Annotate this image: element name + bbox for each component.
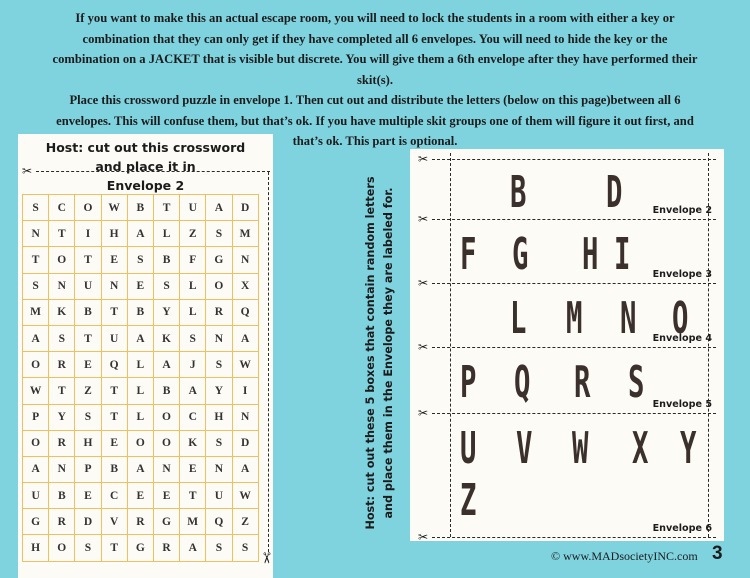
envelope-letter: X xyxy=(632,423,649,474)
crossword-cell: F xyxy=(180,247,206,273)
envelope-letter: M xyxy=(566,293,583,344)
crossword-cell: N xyxy=(206,457,232,483)
scissors-icon: ✂ xyxy=(418,152,429,166)
crossword-cell: E xyxy=(180,457,206,483)
intro-line: skit(s). xyxy=(356,72,394,87)
crossword-cell: T xyxy=(102,535,128,561)
crossword-cell: S xyxy=(154,274,180,300)
crossword-cell: L xyxy=(180,274,206,300)
crossword-cell: S xyxy=(75,405,101,431)
dashed-line xyxy=(432,347,716,348)
crossword-cell: T xyxy=(75,247,101,273)
dashed-line xyxy=(36,171,270,172)
crossword-cell: N xyxy=(23,221,49,247)
crossword-cell: W xyxy=(102,195,128,221)
dashed-line xyxy=(432,159,716,160)
crossword-cell: N xyxy=(49,274,75,300)
crossword-cell: Z xyxy=(75,378,101,404)
crossword-cell: T xyxy=(154,195,180,221)
crossword-cell: W xyxy=(233,483,259,509)
crossword-cell: B xyxy=(128,195,154,221)
crossword-cell: R xyxy=(154,535,180,561)
crossword-cell: O xyxy=(128,431,154,457)
crossword-cell: V xyxy=(102,509,128,535)
crossword-cell: O xyxy=(49,535,75,561)
crossword-cell: K xyxy=(49,300,75,326)
crossword-cell: I xyxy=(75,221,101,247)
crossword-cell: O xyxy=(206,274,232,300)
intro-line: that’s ok. This part is optional. xyxy=(292,134,458,148)
crossword-cell: D xyxy=(75,509,101,535)
crossword-cell: N xyxy=(154,457,180,483)
crossword-cell: N xyxy=(233,247,259,273)
crossword-cell: Y xyxy=(154,300,180,326)
crossword-cell: H xyxy=(102,221,128,247)
envelope-label: Envelope 6 xyxy=(652,523,712,534)
crossword-grid xyxy=(22,194,259,562)
dashed-line xyxy=(432,219,716,220)
crossword-cell: R xyxy=(49,509,75,535)
intro-line: envelopes. This will confuse them, but that’s ok. If you have multiple skit groups one of them will figure it out first, and xyxy=(56,113,694,128)
envelope-letter: G xyxy=(512,229,529,280)
envelope-letter: Q xyxy=(514,357,531,408)
crossword-cell: T xyxy=(180,483,206,509)
crossword-cell: R xyxy=(206,300,232,326)
crossword-cell: R xyxy=(49,431,75,457)
crossword-cell: Y xyxy=(49,405,75,431)
scissors-icon: ✂ xyxy=(418,212,429,226)
crossword-cell: M xyxy=(180,509,206,535)
crossword-cell: B xyxy=(49,483,75,509)
crossword-cell: E xyxy=(75,483,101,509)
crossword-cell: T xyxy=(102,405,128,431)
crossword-cell: L xyxy=(128,405,154,431)
crossword-cell: E xyxy=(128,483,154,509)
crossword-cell: B xyxy=(128,300,154,326)
envelope-letter: R xyxy=(574,357,591,408)
crossword-cell: A xyxy=(206,195,232,221)
crossword-cell: N xyxy=(102,274,128,300)
crossword-cell: Q xyxy=(233,300,259,326)
crossword-cell: D xyxy=(233,195,259,221)
intro-line: If you want to make this an actual escape room, you will need to lock the students in a room with either a key or xyxy=(75,11,675,25)
crossword-cell: C xyxy=(102,483,128,509)
crossword-cell: B xyxy=(102,457,128,483)
crossword-cell: A xyxy=(180,535,206,561)
crossword-cell: U xyxy=(75,274,101,300)
crossword-cell: L xyxy=(154,221,180,247)
crossword-cell: W xyxy=(23,378,49,404)
crossword-cell: L xyxy=(128,352,154,378)
envelope-letter: U xyxy=(460,423,477,474)
envelope-letter: B xyxy=(510,167,527,218)
crossword-cell: S xyxy=(206,535,232,561)
envelope-letter: L xyxy=(510,293,527,344)
crossword-cell: T xyxy=(49,378,75,404)
scissors-icon: ✂ xyxy=(418,276,429,290)
dashed-line xyxy=(432,413,716,414)
crossword-cell: O xyxy=(154,431,180,457)
crossword-cell: S xyxy=(180,326,206,352)
crossword-cell: S xyxy=(49,326,75,352)
envelope-letter: Z xyxy=(460,475,477,526)
envelope-label: Envelope 2 xyxy=(652,205,712,216)
crossword-cell: A xyxy=(154,352,180,378)
dashed-line xyxy=(268,172,269,552)
crossword-cell: R xyxy=(49,352,75,378)
crossword-cell: A xyxy=(128,326,154,352)
crossword-cell: U xyxy=(180,195,206,221)
scissors-icon: ✂ xyxy=(22,164,33,178)
envelope-letter: Y xyxy=(680,423,697,474)
scissors-icon: ✂ xyxy=(418,406,429,420)
crossword-cell: O xyxy=(23,431,49,457)
cut-line xyxy=(22,166,270,176)
copyright-text: © www.MADsocietyINC.com xyxy=(551,549,698,563)
envelope-letter: W xyxy=(572,423,589,474)
envelope-letter: V xyxy=(516,423,533,474)
crossword-cell: A xyxy=(23,457,49,483)
crossword-cell: S xyxy=(206,352,232,378)
crossword-cell: T xyxy=(102,378,128,404)
vertical-instruction-line: and place them in the Envelope they are labeled for. xyxy=(382,187,395,519)
crossword-cell: A xyxy=(233,326,259,352)
crossword-cell: O xyxy=(154,405,180,431)
crossword-cell: J xyxy=(180,352,206,378)
crossword-cell: S xyxy=(23,274,49,300)
crossword-cell: U xyxy=(102,326,128,352)
crossword-cell: B xyxy=(75,300,101,326)
scissors-icon: ✂ xyxy=(418,530,429,544)
crossword-cell: O xyxy=(75,195,101,221)
crossword-cell: X xyxy=(233,274,259,300)
crossword-cell: T xyxy=(49,221,75,247)
dashed-line xyxy=(432,283,716,284)
page-number: 3 xyxy=(712,543,723,564)
crossword-cell: A xyxy=(180,378,206,404)
crossword-cell: N xyxy=(233,405,259,431)
crossword-cell: A xyxy=(128,221,154,247)
vertical-instruction-line: Host: cut out these 5 boxes that contain random letters xyxy=(364,176,377,530)
crossword-cell: H xyxy=(206,405,232,431)
envelope-letters-card xyxy=(410,149,724,544)
crossword-cell: K xyxy=(154,326,180,352)
crossword-cell: A xyxy=(233,457,259,483)
dashed-line xyxy=(450,153,451,537)
vertical-instruction xyxy=(362,163,398,543)
crossword-cell: U xyxy=(206,483,232,509)
scissors-icon: ✂ xyxy=(257,551,276,565)
envelope-letter: P xyxy=(460,357,477,408)
crossword-cell: G xyxy=(154,509,180,535)
crossword-cell: O xyxy=(49,247,75,273)
crossword-cell: E xyxy=(102,431,128,457)
crossword-cell: R xyxy=(128,509,154,535)
crossword-cell: L xyxy=(128,378,154,404)
crossword-cell: T xyxy=(102,300,128,326)
crossword-cell: Z xyxy=(233,509,259,535)
crossword-card xyxy=(18,134,276,578)
crossword-cell: B xyxy=(154,247,180,273)
crossword-cell: C xyxy=(49,195,75,221)
crossword-cell: B xyxy=(154,378,180,404)
intro-line: Place this crossword puzzle in envelope 1. Then cut out and distribute the letters (below on this page)between all 6 xyxy=(69,93,681,107)
envelope-label: Envelope 3 xyxy=(652,269,712,280)
envelope-letter: S xyxy=(628,357,645,408)
crossword-cell: L xyxy=(180,300,206,326)
crossword-cell: E xyxy=(75,352,101,378)
crossword-cell: P xyxy=(23,405,49,431)
crossword-cell: T xyxy=(75,326,101,352)
crossword-cell: N xyxy=(206,326,232,352)
crossword-cell: H xyxy=(75,431,101,457)
crossword-cell: S xyxy=(233,535,259,561)
scissors-icon: ✂ xyxy=(418,340,429,354)
envelope-label: Envelope 4 xyxy=(652,333,712,344)
crossword-cell: T xyxy=(23,247,49,273)
crossword-cell: Q xyxy=(102,352,128,378)
dashed-line xyxy=(432,537,716,538)
crossword-title-line: Envelope 2 xyxy=(106,178,185,193)
crossword-cell: I xyxy=(233,378,259,404)
crossword-cell: S xyxy=(23,195,49,221)
crossword-cell: Z xyxy=(180,221,206,247)
envelope-letter: D xyxy=(606,167,623,218)
crossword-cell: W xyxy=(233,352,259,378)
crossword-cell: M xyxy=(23,300,49,326)
crossword-cell: E xyxy=(154,483,180,509)
crossword-cell: H xyxy=(23,535,49,561)
intro-instructions xyxy=(10,8,740,152)
envelope-letter: O xyxy=(672,293,689,344)
envelope-label: Envelope 5 xyxy=(652,399,712,410)
crossword-cell: U xyxy=(23,483,49,509)
crossword-cell: N xyxy=(49,457,75,483)
crossword-cell: E xyxy=(128,274,154,300)
crossword-cell: S xyxy=(206,221,232,247)
crossword-cell: Q xyxy=(206,509,232,535)
envelope-letter: I xyxy=(614,229,631,280)
intro-line: combination that they can only get if they have completed all 6 envelopes. You will need to hide the key or the xyxy=(82,31,668,46)
crossword-cell: G xyxy=(206,247,232,273)
crossword-cell: O xyxy=(23,352,49,378)
crossword-cell: G xyxy=(128,535,154,561)
crossword-cell: S xyxy=(128,247,154,273)
crossword-cell: A xyxy=(128,457,154,483)
crossword-cell: E xyxy=(102,247,128,273)
crossword-title-line: and place it in xyxy=(95,159,196,174)
envelope-letter: F xyxy=(460,229,477,280)
crossword-cell: P xyxy=(75,457,101,483)
crossword-cell: K xyxy=(180,431,206,457)
crossword-cell: D xyxy=(233,431,259,457)
crossword-cell: S xyxy=(75,535,101,561)
envelope-letter: H xyxy=(582,229,599,280)
crossword-cell: C xyxy=(180,405,206,431)
crossword-cell: M xyxy=(233,221,259,247)
crossword-cell: S xyxy=(206,431,232,457)
crossword-cell: Y xyxy=(206,378,232,404)
crossword-cell: A xyxy=(23,326,49,352)
envelope-letter: N xyxy=(620,293,637,344)
crossword-title-line: Host: cut out this crossword xyxy=(45,140,246,155)
intro-line: combination on a JACKET that is visible but discrete. You will give them a 6th envelope after they have performed their xyxy=(52,52,698,66)
crossword-cell: G xyxy=(23,509,49,535)
